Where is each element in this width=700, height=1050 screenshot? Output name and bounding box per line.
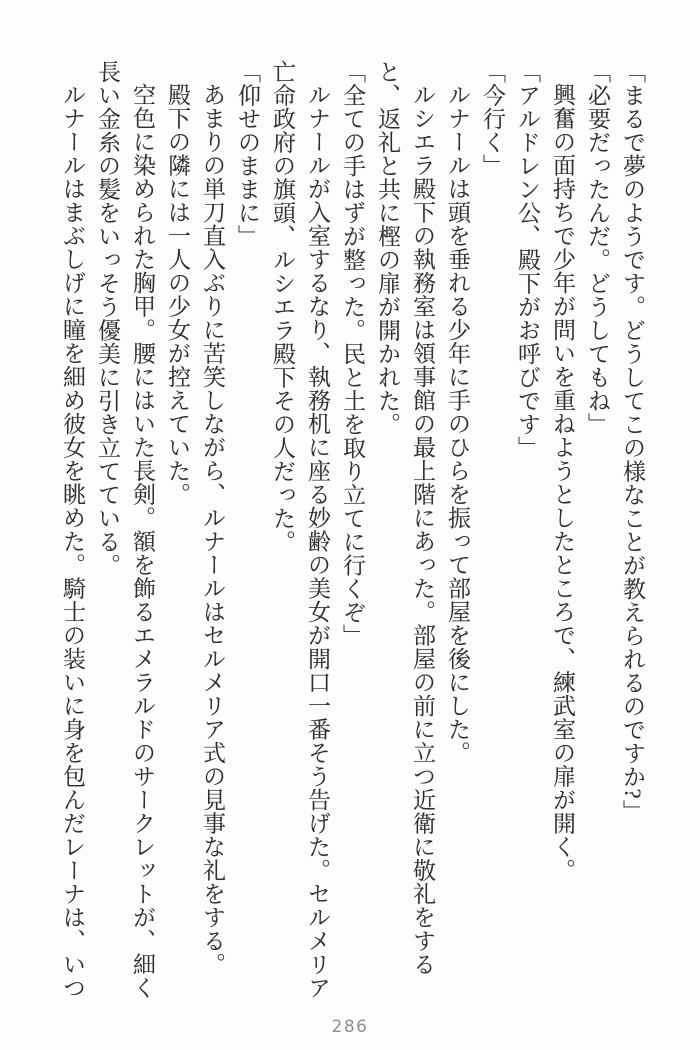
paragraph-narration-5: あまりの単刀直入ぶりに苦笑しながら、ルナールはセルメリア式の見事な礼をする。 xyxy=(200,83,225,976)
paragraph-narration-6: 殿下の隣には一人の少女が控えていた。 xyxy=(165,83,190,506)
paragraph-dialogue-1: 「まるで夢のようです。どうしてこの様なことが教えられるのですか?」 xyxy=(620,60,645,823)
paragraph-narration-7: 空色に染められた胸甲。腰にはいた長剣。額を飾るエメラルドのサークレットが、細く長い金糸の髪をいっそう優美に引き立てている。 xyxy=(95,60,155,1000)
paragraph-dialogue-3: 「アルドレン公、殿下がお呼びです」 xyxy=(515,60,540,460)
paragraph-narration-2: ルナールは頭を垂れる少年に手のひらを振って部屋を後にした。 xyxy=(445,83,470,765)
paragraph-narration-4: ルナールが入室するなり、執務机に座る妙齢の美女が開口一番そう告げた。セルメリア亡命政府の旗頭、ルシエラ殿下その人だった。 xyxy=(270,60,330,1000)
paragraph-dialogue-6: 「仰せのままに」 xyxy=(235,60,260,248)
paragraph-narration-1: 興奮の面持ちで少年が問いを重ねようとしたところで、練武室の扉が開く。 xyxy=(550,83,575,882)
novel-text-block xyxy=(55,60,650,1008)
page-number: 286 xyxy=(331,1017,369,1037)
paragraph-dialogue-2: 「必要だったんだ。どうしてもね」 xyxy=(585,60,610,436)
paragraph-narration-3: ルシエラ殿下の執務室は領事館の最上階にあった。部屋の前に立つ近衛に敬礼をすると、返礼と共に樫の扉が開かれた。 xyxy=(375,60,435,976)
paragraph-narration-8: ルナールはまぶしげに瞳を細め彼女を眺めた。騎士の装いに身を包んだレーナは、いつ xyxy=(60,83,85,1000)
paragraph-dialogue-5: 「全ての手はずが整った。民と土を取り立てに行くぞ」 xyxy=(340,60,365,648)
paragraph-dialogue-4: 「今行く」 xyxy=(480,60,505,178)
